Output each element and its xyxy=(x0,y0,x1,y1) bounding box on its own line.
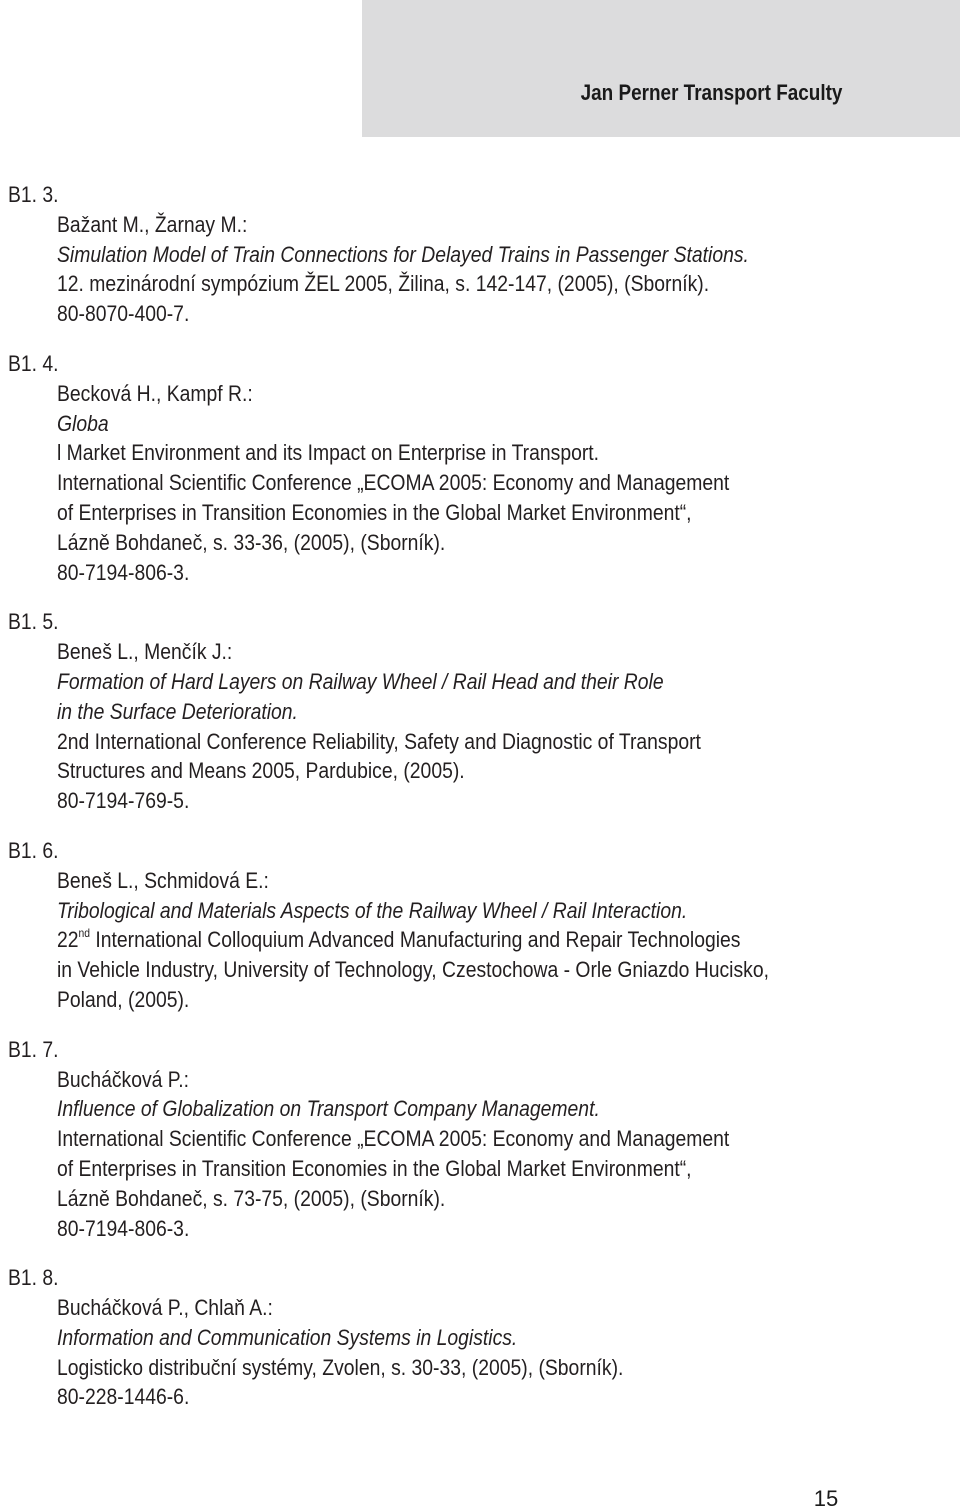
entry-number: B1. 5. xyxy=(8,609,59,635)
entry-number: B1. 3. xyxy=(8,182,59,207)
ordinal-number: 22 xyxy=(57,927,79,953)
entry-authors: Beneš L., Schmidová E.: xyxy=(57,867,269,893)
entry-authors: Bucháčková P., Chlaň A.: xyxy=(57,1295,273,1321)
publication-entry xyxy=(0,836,960,1015)
entry-detail: 2nd International Conference Reliability, Safety and Diagnostic of Transport xyxy=(57,728,701,754)
entry-title: Simulation Model of Train Connections for Delayed Trains in Passenger Stations. xyxy=(57,241,749,267)
page-number: 15 xyxy=(813,1486,839,1511)
entry-detail: 80-7194-769-5. xyxy=(57,788,190,814)
ordinal-suffix: nd xyxy=(78,925,91,940)
header-title: Jan Perner Transport Faculty xyxy=(580,80,842,105)
publication-entry xyxy=(0,180,960,329)
entry-title: Tribological and Materials Aspects of the Railway Wheel / Rail Interaction. xyxy=(57,897,688,923)
entry-authors: Becková H., Kampf R.: xyxy=(57,380,253,406)
entry-detail: 12. mezinárodní sympózium ŽEL 2005, Žilina, s. 142-147, (2005), (Sborník). xyxy=(57,271,710,297)
entry-detail: in Vehicle Industry, University of Technology, Czestochowa - Orle Gniazdo Hucisko, xyxy=(57,957,769,983)
entry-detail: Structures and Means 2005, Pardubice, (2005). xyxy=(57,758,465,784)
entry-detail xyxy=(57,925,834,955)
entry-authors: Bucháčková P.: xyxy=(57,1066,189,1092)
detail-text: International Colloquium Advanced Manufacturing and Repair Technologies xyxy=(90,927,741,953)
entry-authors: Bažant M., Žarnay M.: xyxy=(57,211,248,237)
entry-detail: International Scientific Conference „ECOMA 2005: Economy and Management xyxy=(57,470,730,496)
entry-authors: Beneš L., Menčík J.: xyxy=(57,639,233,665)
entry-detail: 80-7194-806-3. xyxy=(57,559,190,585)
entry-detail: of Enterprises in Transition Economies in the Global Market Environment“, xyxy=(57,499,692,525)
entry-detail: 80-7194-806-3. xyxy=(57,1215,190,1241)
publication-entry xyxy=(0,349,960,587)
publication-list xyxy=(0,180,960,1432)
entry-detail: Poland, (2005). xyxy=(57,986,190,1012)
entry-detail: l Market Environment and its Impact on Enterprise in Transport. xyxy=(57,440,600,466)
header-band xyxy=(362,0,960,137)
entry-detail: 80-228-1446-6. xyxy=(57,1384,190,1410)
entry-title: Globa xyxy=(57,410,109,436)
entry-number: B1. 6. xyxy=(8,837,59,863)
publication-entry xyxy=(0,1263,960,1412)
entry-title: in the Surface Deterioration. xyxy=(57,698,298,724)
publication-entry xyxy=(0,607,960,816)
entry-detail: of Enterprises in Transition Economies in the Global Market Environment“, xyxy=(57,1155,692,1181)
entry-number: B1. 7. xyxy=(8,1036,59,1062)
entry-detail: Lázně Bohdaneč, s. 33-36, (2005), (Sborník). xyxy=(57,529,446,555)
entry-detail: International Scientific Conference „ECOMA 2005: Economy and Management xyxy=(57,1126,730,1152)
entry-title: Formation of Hard Layers on Railway Wheel / Rail Head and their Role xyxy=(57,668,664,694)
entry-detail: 80-8070-400-7. xyxy=(57,301,190,327)
publication-entry xyxy=(0,1035,960,1244)
entry-title: Influence of Globalization on Transport Company Management. xyxy=(57,1096,600,1122)
entry-number: B1. 8. xyxy=(8,1265,59,1291)
entry-title: Information and Communication Systems in Logistics. xyxy=(57,1324,518,1350)
entry-detail: Lázně Bohdaneč, s. 73-75, (2005), (Sborník). xyxy=(57,1185,446,1211)
entry-number: B1. 4. xyxy=(8,350,59,376)
entry-detail: Logisticko distribuční systémy, Zvolen, s. 30-33, (2005), (Sborník). xyxy=(57,1354,624,1380)
